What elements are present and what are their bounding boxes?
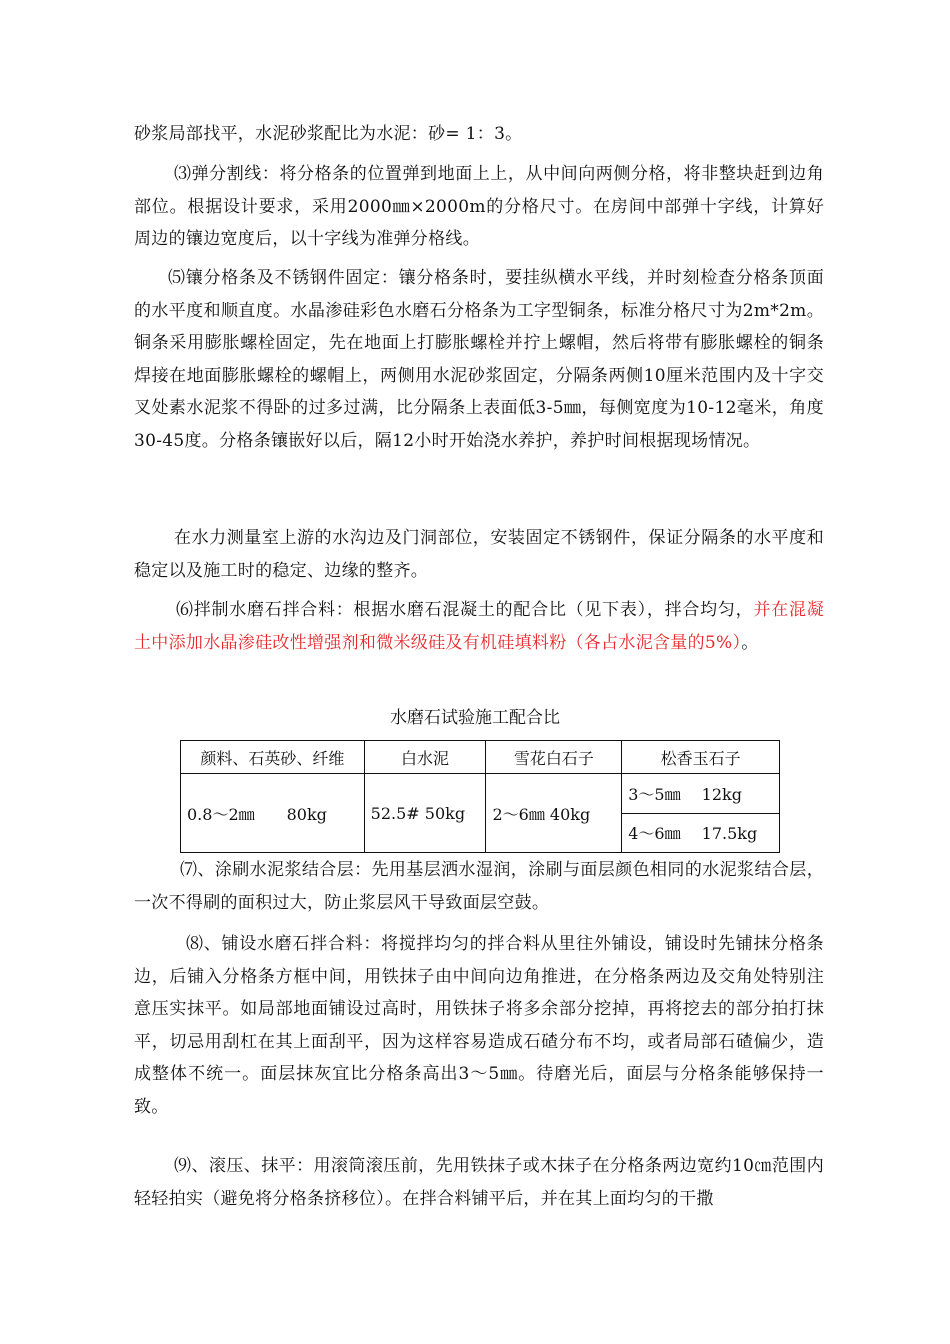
paragraph-step-3-divide-lines: ⑶弹分割线：将分格条的位置弹到地面上上，从中间向两侧分格，将非整块赶到边角部位。根据设计要求，采用2000㎜×2000m的分格尺寸。在房间中部弹十字线，计算好周边的镶边宽度后，以十字线为准弹分格线。 — [134, 164, 824, 249]
mixing-text: ⑹拌制水磨石拌合料：根据水磨石混凝土的配合比（见下表），拌合均匀， — [176, 600, 754, 620]
mix-ratio-table — [180, 740, 780, 853]
header-rosin-jade-stone: 松香玉石子 — [622, 741, 780, 774]
cell-pigment-value: 0.8～2㎜ 80kg — [181, 774, 365, 853]
paragraph-step-5-strip-fixing: ⑸镶分格条及不锈钢件固定：镶分格条时，要挂纵横水平线，并时刻检查分格条顶面的水平度和顺直度。水晶渗硅彩色水磨石分格条为工字型铜条，标准分格尺寸为2m*2m。铜条采用膨胀螺栓固定，先在地面上打膨胀螺栓并拧上螺帽，然后将带有膨胀螺栓的铜条焊接在地面膨胀螺栓的螺帽上，两侧用水泥砂浆固定，分隔条两侧10厘米范围内及十字交叉处素水泥浆不得卧的过多过满，比分隔条上表面低3-5㎜，每侧宽度为10-12毫米，角度30-45度。分格条镶嵌好以后，隔12小时开始浇水养护，养护时间根据现场情况。 — [134, 268, 824, 451]
table-header-row — [181, 741, 780, 774]
mixing-text-end: 。 — [741, 632, 759, 653]
paragraph-step-7-cement-paste: ⑺、涂刷水泥浆结合层：先用基层洒水湿润，涂刷与面层颜色相同的水泥浆结合层，一次不得刷的面积过大，防止浆层风干导致面层空鼓。 — [134, 860, 824, 913]
cell-rosin-jade-value-1: 3～5㎜ 12kg — [622, 774, 780, 814]
mixing-additive-highlight: 并在混凝土中添加水晶渗硅改性增强剂和微米级硅及有机硅填料粉（各占水泥含量的5%） — [134, 600, 825, 653]
cell-rosin-jade-value-2: 4～6㎜ 17.5kg — [622, 813, 780, 853]
header-snow-white-stone: 雪花白石子 — [486, 741, 622, 774]
header-white-cement: 白水泥 — [364, 741, 486, 774]
paragraph-step-9-rolling: ⑼、滚压、抹平：用滚筒滚压前，先用铁抹子或木抹子在分格条两边宽约10㎝范围内轻轻拍实（避免将分格条挤移位）。在拌合料铺平后，并在其上面均匀的干撒 — [134, 1156, 824, 1209]
paragraph-mortar-ratio: 砂浆局部找平，水泥砂浆配比为水泥：砂= 1：3。 — [134, 124, 523, 144]
paragraph-stainless-fitting: 在水力测量室上游的水沟边及门洞部位，安装固定不锈钢件，保证分隔条的水平度和稳定以及施工时的稳定、边缘的整齐。 — [134, 528, 824, 581]
cell-white-cement-value: 52.5# 50kg — [364, 774, 486, 853]
table-caption: 水磨石试验施工配合比 — [390, 708, 560, 728]
paragraph-step-6-mixing — [134, 594, 824, 659]
table-row — [181, 774, 780, 814]
cell-snow-white-value: 2～6㎜ 40kg — [486, 774, 622, 853]
paragraph-step-8-laying: ⑻、铺设水磨石拌合料：将搅拌均匀的拌合料从里往外铺设，铺设时先铺抹分格条边，后铺入分格条方框中间，用铁抹子由中间向边角推进，在分格条两边及交角处特别注意压实抹平。如局部地面铺设过高时，用铁抹子将多余部分挖掉，再将挖去的部分拍打抹平，切忌用刮杠在其上面刮平，因为这样容易造成石碴分布不均，或者局部石碴偏少，造成整体不统一。面层抹灰宜比分格条高出3～5㎜。待磨光后，面层与分格条能够保持一致。 — [134, 934, 824, 1117]
header-pigment: 颜料、石英砂、纤维 — [181, 741, 365, 774]
